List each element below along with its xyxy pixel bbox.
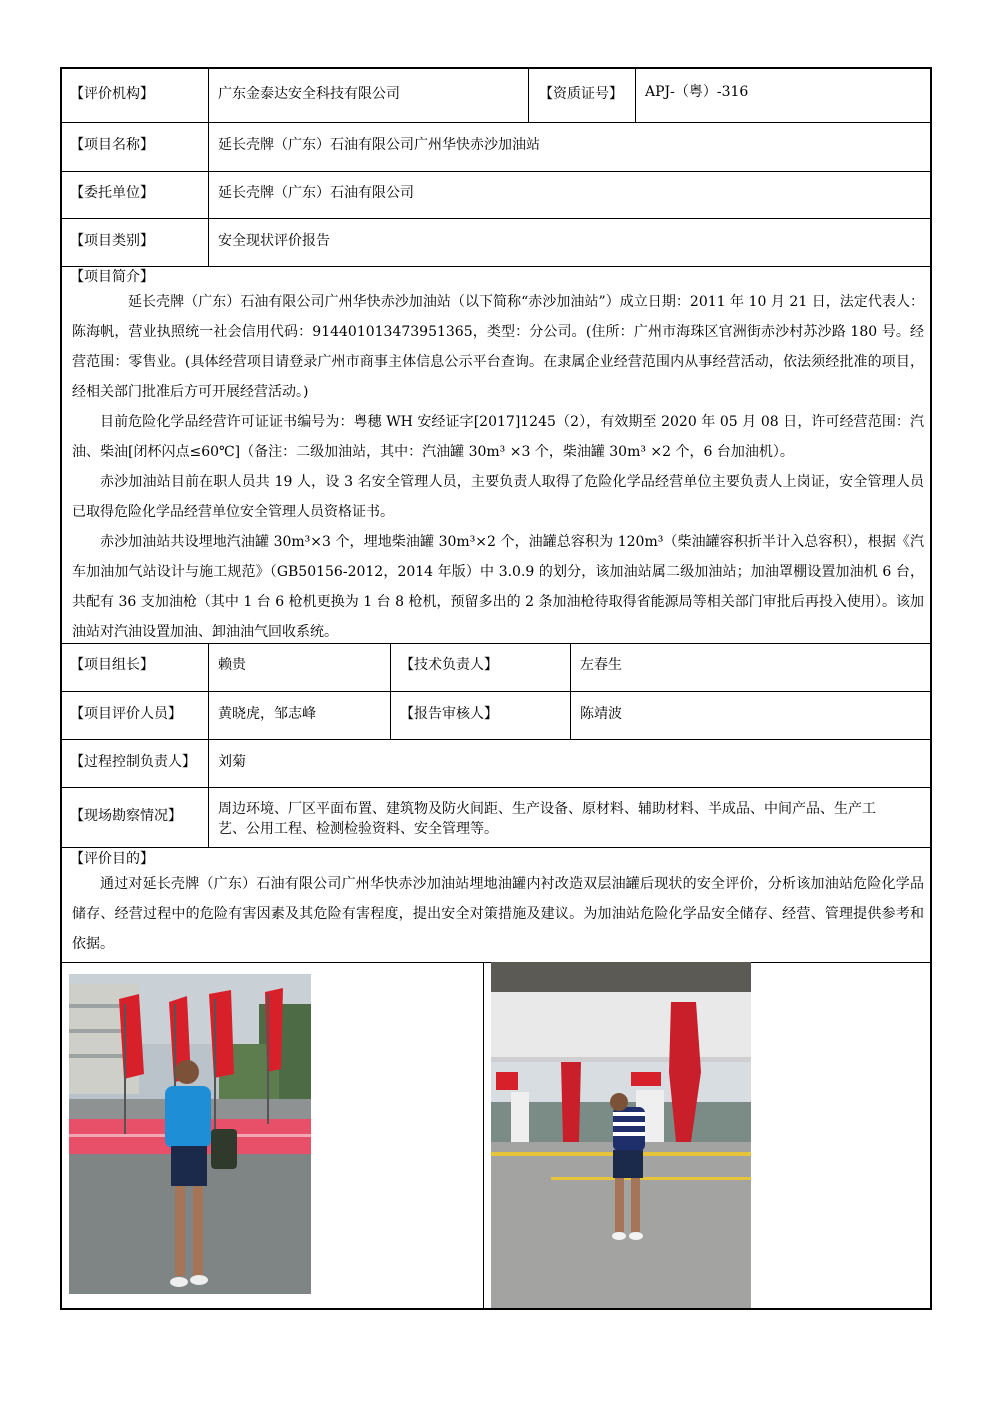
client-value: 延长壳牌（广东）石油有限公司	[218, 185, 414, 201]
intro-paragraph: 赤沙加油站共设埋地汽油罐 30m³×3 个，埋地柴油罐 30m³×2 个，油罐总容积为 120m³（柴油罐容积折半计入总容积），根据《汽车加油加气站设计与施工规范》（GB50156-2012，2014 年版）中 3.0.9 的划分，该加油站属二级加油站；加油罩棚设置加油机 6 台，共配有 36 支加油枪（其中 1 台 6 枪机更换为 1 台 8 枪机，预留多出的 2 条加油枪待取得省能源局等相关部门审批后再投入使用）。该加油站对汽油设置加油、卸油油气回收系统。	[72, 534, 924, 640]
site-survey-line: 周边环境、厂区平面布置、建筑物及防火间距、生产设备、原材料、辅助材料、半成品、中间产品、生产工	[218, 801, 876, 817]
report-info-table	[60, 67, 932, 1310]
evaluators-label: 【项目评价人员】	[70, 706, 182, 722]
org-value: 广东金泰达安全科技有限公司	[218, 86, 400, 102]
site-photo-canopy	[491, 962, 751, 1308]
site-photo-banners	[69, 974, 311, 1294]
process-control-value: 刘菊	[218, 754, 246, 770]
project-name-label: 【项目名称】	[70, 137, 154, 153]
cert-value: APJ-（粤）-316	[645, 84, 749, 100]
evaluators-value: 黄晓虎，邹志峰	[218, 706, 316, 722]
reviewer-value: 陈靖波	[580, 706, 622, 722]
leader-label: 【项目组长】	[70, 657, 154, 673]
purpose-label: 【评价目的】	[70, 851, 154, 867]
leader-value: 赖贵	[218, 657, 246, 673]
org-label: 【评价机构】	[70, 86, 154, 102]
reviewer-label: 【报告审核人】	[400, 706, 498, 722]
tech-lead-label: 【技术负责人】	[400, 657, 498, 673]
category-label: 【项目类别】	[70, 233, 154, 249]
client-label: 【委托单位】	[70, 185, 154, 201]
category-value: 安全现状评价报告	[218, 233, 330, 249]
intro-paragraph: 赤沙加油站目前在职人员共 19 人，设 3 名安全管理人员，主要负责人取得了危险化学品经营单位主要负责人上岗证，安全管理人员已取得危险化学品经营单位安全管理人员资格证书。	[72, 474, 924, 520]
tech-lead-value: 左春生	[580, 657, 622, 673]
purpose-body	[72, 869, 924, 959]
site-survey-label: 【现场勘察情况】	[70, 808, 182, 824]
project-name-value: 延长壳牌（广东）石油有限公司广州华快赤沙加油站	[218, 137, 540, 153]
process-control-label: 【过程控制负责人】	[70, 754, 196, 770]
site-survey-line: 艺、公用工程、检测检验资料、安全管理等。	[218, 821, 498, 837]
intro-body	[72, 287, 924, 647]
cert-label: 【资质证号】	[539, 86, 623, 102]
intro-label: 【项目简介】	[70, 269, 154, 285]
purpose-paragraph: 通过对延长壳牌（广东）石油有限公司广州华快赤沙加油站埋地油罐内衬改造双层油罐后现状的安全评价，分析该加油站危险化学品储存、经营过程中的危险有害因素及其危险有害程度，提出安全对策措施及建议。为加油站危险化学品安全储存、经营、管理提供参考和依据。	[72, 876, 924, 952]
intro-paragraph: 目前危险化学品经营许可证证书编号为：粤穗 WH 安经证字[2017]1245（2），有效期至 2020 年 05 月 08 日，许可经营范围：汽油、柴油[闭杯闪点≤60℃]（备注：二级加油站，其中：汽油罐 30m³ ×3 个，柴油罐 30m³ ×2 个，6 台加油机）。	[72, 414, 924, 460]
intro-paragraph: 延长壳牌（广东）石油有限公司广州华快赤沙加油站（以下简称“赤沙加油站”）成立日期：2011 年 10 月 21 日，法定代表人：陈海帆，营业执照统一社会信用代码：914401013473951365，类型：分公司。(住所：广州市海珠区官洲街赤沙村苏沙路 180 号。经营范围：零售业。(具体经营项目请登录广州市商事主体信息公示平台查询。在隶属企业经营范围内从事经营活动，依法须经批准的项目，经相关部门批准后方可开展经营活动。)	[72, 294, 924, 400]
